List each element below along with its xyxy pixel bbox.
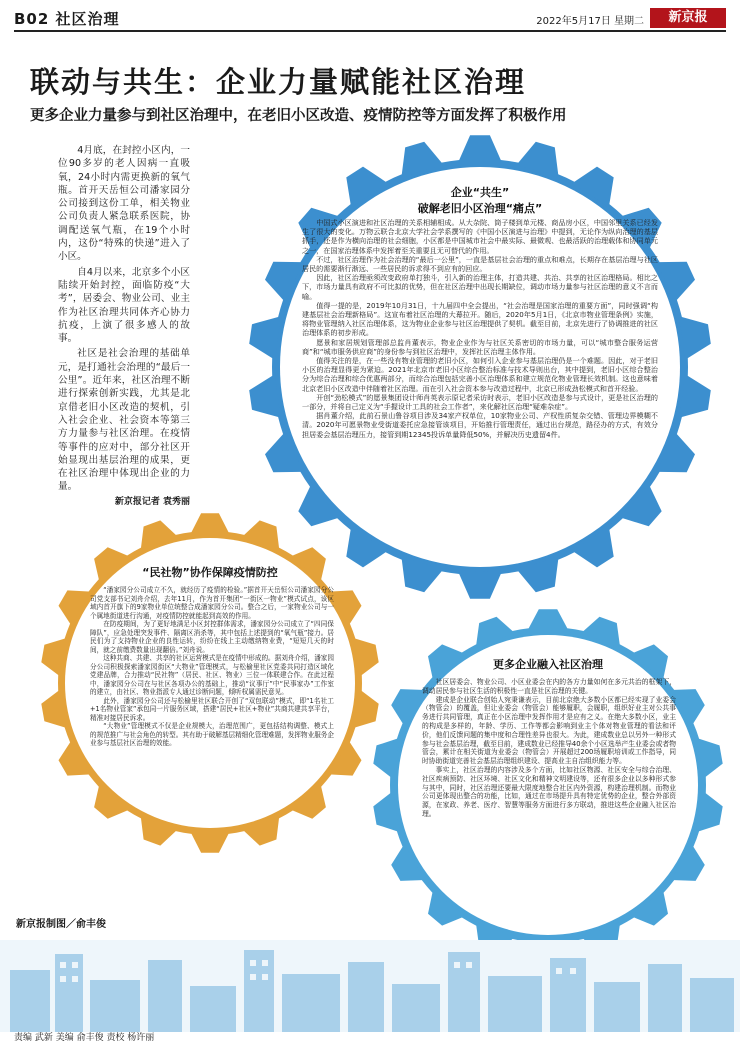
gear-right <box>372 600 724 970</box>
reporter-byline: 新京报记者 袁秀丽 <box>114 496 190 507</box>
gear-left-paragraph: “潘家园分公司成立不久，就经历了疫情的检验。”据首开天岳恒公司潘家园分公司党支部书记刘舟介绍，去年11月，作为首开集团“一街区一物业”模式试点，该区域内首开旗下的9家物业单位统整合成潘家园分公司。整合之后，一家物业公司与一个属地街道进行沟通，对疫情防控就能起到高效的作用。 <box>90 586 334 620</box>
gear-top-body <box>302 218 658 439</box>
intro-paragraph: 自4月以来，北京多个小区陆续开始封控，面临防疫“大考”，居委会、物业公司、业主作为社区治理共同体齐心协力抗疫，上演了很多感人的故事。 <box>58 266 190 345</box>
gear-top-paragraph: 因此，社区治理亟须改变政府单打独斗，引入新的治理主体，打造共建、共治、共享的社区治理格局。相比之下，市场力量具有政府不可比拟的优势，但在社区治理中出现长期缺位，调动市场力量参与社区治理的意义不言而喻。 <box>302 273 658 301</box>
gear-right-body <box>422 678 676 819</box>
gear-top-paragraph: 开创“劲松模式”的愿景集团设计师肖英表示原记者采访时表示，老旧小区改造是参与式设计，更是社区治理的一部分，并将自己定义为“手握设计工具的社会工作者”，来化解社区治理“疑难杂症”。 <box>302 392 658 412</box>
gear-top-paragraph: 据肖董介绍，此前石景山鲁谷项目涉及34家产权单位，10家物业公司、产权性质复杂交错、管理边界模糊不清。2020年可愿景物业受街道委托应急接管该项目，开始推行管理责任，通过出台规范，路径办的方式，有效分担居委会基层治理压力，接管到期12345投诉单量降低50%，并解决历史遗留4件。 <box>302 411 658 439</box>
cityscape-illustration <box>0 940 740 1032</box>
gear-right-paragraph: 事实上，社区治理的内容涉及多个方面，比如社区物源、社区安全与综合治理、社区疾病预防、社区环境、社区文化和精神文明建设等，还有很多企业以多种形式参与其中，同时，社区治理还要最大限度地整合社区内外资源，构建治理机制。而物业公司更体现出整合的功能，比如，通过在市场提升具有特定优势的企业，整合外部资源，在家政、养老、医疗、智慧等服务方面进行多方联动，推进这些企业融入社区治理。 <box>422 765 676 818</box>
gear-left-paragraph: “大物业”管理模式不仅是企业规模大，治理范围广，更包括结构调整、模式上的规范推广与社会角色的转型。其有助于破解基层精细化管理难题，发挥物业服务企业参与基层社区治理的效能。 <box>90 722 334 747</box>
gear-top-title-line: 企业“共生” <box>450 186 510 199</box>
gear-top-title-line: 破解老旧小区治理“痛点” <box>417 202 543 215</box>
gear-left-paragraph: 这种共商、共建、共享的社区运营模式是在疫情中形成的。据刘舟介绍，潘家园分公司积极探索潘家园街区“大物业”管理模式，与松榆里社区党委共同打造区域化党建品牌，合力推动“民社物”（居民、社区、物业）三位一体联建合作。在此过程中，潘家园分公司在与社区各项办公的基础上，推动“议事厅”中“民事家办”工作室的建立，由社区、物业指派专人通过诊断问题，倾听权属需民意见。 <box>90 654 334 696</box>
gear-top-paragraph: 值得一提的是，2019年10月31日，十九届四中全会提出，“社会治理是国家治理的重要方面”，同时强调“构建基层社会治理新格局”。这宣布着社区治理的大幕拉开。随后，2020年5月1日，《北京市物业管理条例》实施，将物业管理纳入社区治理体系，这为物业企业参与社区治理提供了契机。截至目前，北京先进行了协调推进的社区治理体系的初步形成。 <box>302 300 658 338</box>
page-header <box>14 6 726 32</box>
page-footer-credits: 责编 武新 美编 俞丰俊 责校 杨许丽 <box>14 1033 155 1043</box>
issue-date: 2022年5月17日 星期二 <box>536 16 644 27</box>
intro-paragraph: 4月底，在封控小区内，一位90多岁的老人因病一直吸氧，24小时内需更换新的氧气瓶。首开天岳恒公司潘家园分公司接到这份工单，相关物业公司负责人紧急联系医院，协调配送氧气瓶，在19个小时内，这份“特殊的快递”进入了小区。 <box>58 145 190 263</box>
intro-paragraph: 社区是社会治理的基础单元，是打通社会治理的“最后一公里”。近年来，社区治理不断进行探索创新实践，尤其是北京借老旧小区改造的契机，引入社会企业、社会资本等第三方力量参与社区治理。在疫情等事件的应对中，部分社区开始显现出基层治理的成果，更在社区治理中体现出企业的力量。 <box>58 348 190 493</box>
gear-left-title: “民社物”协作保障疫情防控 <box>142 566 278 579</box>
gear-top-paragraph: 愿景和家居规划管理部总监肖董表示，物业企业作为与社区关系密切的市场力量，可以“城市整合服务运营商”和“城市服务供应商”的身份参与到社区治理中，发挥社区治理主体作用。 <box>302 337 658 356</box>
intro-column <box>58 144 190 509</box>
gear-top-paragraph: 值得关注的是，在一些没有物业管理的老旧小区，如何引入企业参与基层治理仍是一个难题。因此，对于老旧小区的治理显得更为紧迫。2021年北京市老旧小区综合整治标准与技术导则出台，其中提到，老旧小区综合整治分为综合治理和综合优惠两部分，而综合治理包括完善小区治理体系和建立规范化物业管理长效机制。这也意味着北京老旧小区改造中伴随着社区治理。而在引入社会资本参与改造过程中，北京已形成劲松模式和首开经验。 <box>302 356 658 393</box>
gear-top-paragraph: 中国式小区演进和社区治理的关系相辅相成。从大杂院、筒子楼到单元楼、商品房小区，中国邻里关系已经发生了很大的变化。万物云联合北京大学社会学系撰写的《中国小区演进与治理》中提到，无论作为纵向治理的基层抓手，还是作为横向治理的社会细胞，小区都是中国城市社会中最实际、最微观、也最活跃的治理载体和协同单元之一，在国家治理体系中发挥着至关重要且无可替代的作用。 <box>302 218 658 255</box>
gear-left-paragraph: 在防疫期间，为了更好地满足小区封控群体需求，潘家园分公司成立了“四同保障队”，应急处理突发事件、隔离区消杀等，其中包括上述提到的“氧气瓶”接力。居民们为了支持物业企业的良性运转，纷纷在线上主动缴纳物业费，“短短几天的时间，就之前缴费数量出现翻倍。”刘舟说。 <box>90 620 334 654</box>
gear-right-paragraph: 社区居委会、物业公司、小区业委会在内的各方力量如何在多元共治的框架下，调动居民参与社区生活的积极性一直是社区治理的关键。 <box>422 678 676 695</box>
brand-logo: 新京报 <box>650 8 726 28</box>
gear-left-paragraph: 此外，潘家园分公司还与松榆里社区联合开创了“双包联动”模式，即“1名社工+1名物业管家”承包同一片服务区域，搭建“居民+社区+物业”共商共建共享平台，精准对接居民诉求。 <box>90 696 334 722</box>
gear-left <box>40 508 380 858</box>
gear-right-title: 更多企业融入社区治理 <box>493 658 603 671</box>
gear-top-title <box>380 184 580 216</box>
subheadline: 更多企业力量参与到社区治理中，在老旧小区改造、疫情防控等方面发挥了积极作用 <box>30 108 567 124</box>
gear-left-body <box>90 586 334 748</box>
graphic-credit: 新京报制图／俞丰俊 <box>16 919 106 930</box>
headline: 联动与共生：企业力量赋能社区治理 <box>30 65 527 99</box>
page-label: B02 社区治理 <box>14 10 120 28</box>
gear-top-paragraph: 不过，社区治理作为社会治理的“最后一公里”，一直是基层社会治理的重点和难点，长期存在基层治理与社区居民的需要渐行渐远、一些居民的诉求得不到应有的回应。 <box>302 254 658 274</box>
gear-right-paragraph: 建成是企业联合创始人宛秉谦表示，目前北京绝大多数小区都已经实现了业委会（物管会）的覆盖，但让业委会（物管会）能够履职，会履职，组织好业主对公共事务进行共同管理，真正在小区治理中发挥作用才是应有之义。在绝大多数小区，业主的构成是多样的，年龄、学历、工作等都会影响到业主个体对物业管理的看法和评价，他们反馈问题的集中度和合理性差异也很大。为此，建成数业总以另外一种形式参与社会基层治理，截至目前，建成数业已经推导40余个小区选举产生业委会或者物管会，累计在相关街道为业委会（物管会）开展超过200场履职培训或工作指导，同时协助街道完善社会基层治理组织建设、提高业主自治组织能力等。 <box>422 695 676 766</box>
